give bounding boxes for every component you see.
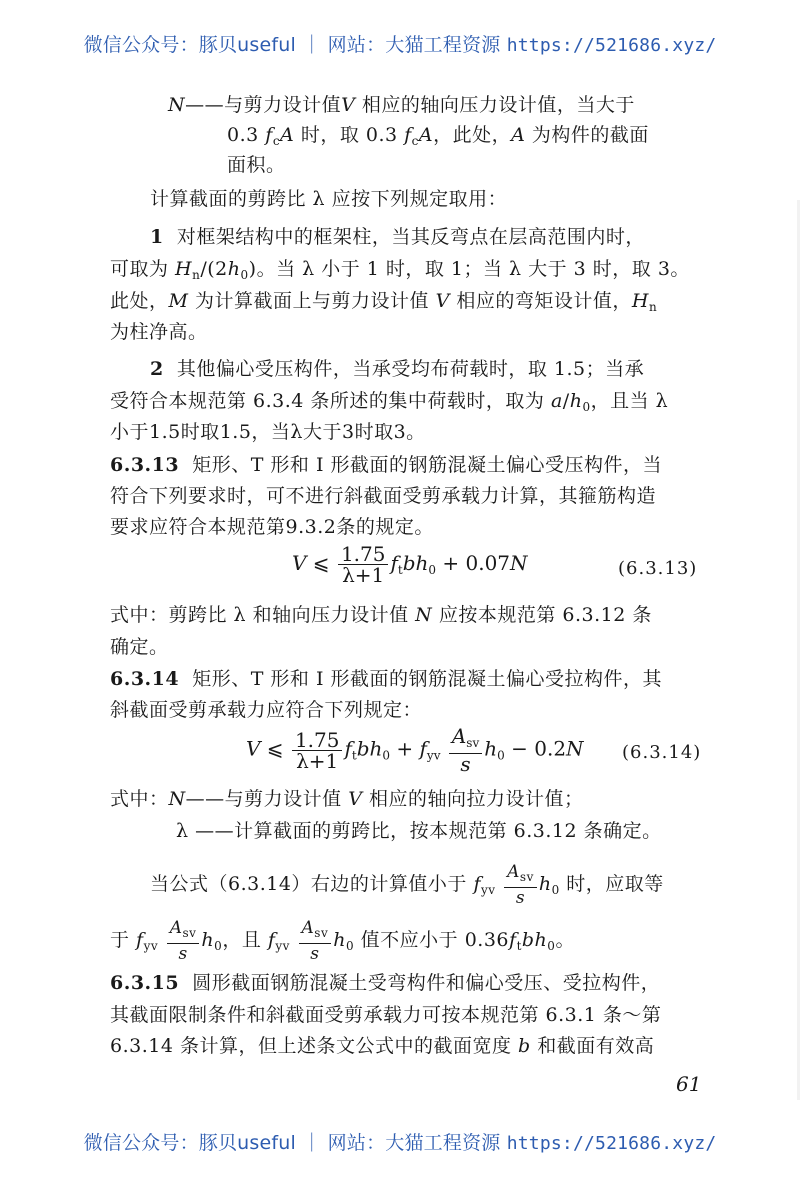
text-line: 其截面限制条件和斜截面受剪承载力可按本规范第 6.3.1 条～第 [110,1004,662,1026]
text-line: 受符合本规范第 6.3.4 条所述的集中荷载时，取为 $a/h_0$，且当 λ [110,390,669,414]
text-line: 斜截面受剪承载力应符合下列规定： [110,699,423,721]
text-line: 为柱净高。 [110,321,208,343]
text-line: 于 $f_{yv}$ $\frac{A_{sv}}{s}$ $h_0$，且 $f_{yv}$ $\frac{A_{sv}}{s}$ $h_0$ 值不应小于 $0.36f_tbh_0$。 [110,918,575,964]
watermark-top [0,30,800,57]
frac-denominator: λ+1 [296,748,339,773]
text-line: 要求应符合本规范第9.3.2条的规定。 [110,516,434,538]
text-line: 式中：N——与剪力设计值 V 相应的轴向拉力设计值； [110,788,584,810]
clause-6-3-14: 6.3.14 矩形、T 形和 I 形截面的钢筋混凝土偏心受拉构件，其 [110,668,663,690]
frac-numerator: 1.75 [292,730,343,751]
watermark-bottom [0,1128,800,1155]
text-line: 1 对框架结构中的框架柱，当其反弯点在层高范围内时， [150,226,645,248]
text-line: 0.3 $f_cA$ 时，取 0.3 $f_cA$，此处，A 为构件的截面 [227,124,649,148]
text-line: λ ——计算截面的剪跨比，按本规范第 6.3.12 条确定。 [176,820,662,842]
text-line: 可取为 $H_n/(2h_0)$。当 λ 小于 1 时，取 1；当 λ 大于 3 时，取 3。 [110,258,690,282]
watermark-text: 微信公众号：豚贝useful ｜ 网站：大猫工程资源 [83,1132,507,1154]
watermark-url[interactable]: https://521686.xyz/ [506,1133,717,1154]
text-line: 符合下列要求时，可不进行斜截面受剪承载力计算，其箍筋构造 [110,485,657,507]
text-line: 当公式（6.3.14）右边的计算值小于 $f_{yv}$ $\frac{A_{sv}}{s}$ $h_0$ 时，应取等 [150,862,664,908]
clause-6-3-15: 6.3.15 圆形截面钢筋混凝土受弯构件和偏心受压、受拉构件， [110,972,661,994]
clause-6-3-13: 6.3.13 矩形、T 形和 I 形截面的钢筋混凝土偏心受压构件，当 [110,454,663,476]
text-line: 式中：剪跨比 λ 和轴向压力设计值 N 应按本规范第 6.3.12 条 [110,604,652,626]
text-line: 小于1.5时取1.5，当λ大于3时取3。 [110,421,426,443]
text-line: N——与剪力设计值V 相应的轴向压力设计值，当大于 [168,94,635,116]
equation-number: (6.3.13) [618,558,698,579]
text-line: 计算截面的剪跨比 λ 应按下列规定取用： [150,188,508,210]
equation-number: (6.3.14) [622,742,702,763]
watermark-text: 微信公众号：豚贝useful ｜ 网站：大猫工程资源 [83,34,507,56]
text-line: 6.3.14 条计算，但上述条文公式中的截面宽度 b 和截面有效高 [110,1035,655,1057]
text-line: 2 其他偏心受压构件，当承受均布荷载时，取 1.5；当承 [150,358,645,380]
equation-6-3-13: V ⩽ $\frac{1.75}{\lambda+1}$ $f_tbh_0 + 0.07N$ [292,542,528,587]
equation-6-3-14: V ⩽ $\frac{1.75}{\lambda+1}$ $f_tbh_0 + f_{yv}$ $\frac{A_{sv}}{s}$ $h_0 - 0.2N$ [246,724,584,776]
frac-denominator: λ+1 [342,563,385,587]
watermark-url[interactable]: https://521686.xyz/ [506,35,717,56]
page-number: 61 [676,1072,702,1096]
text-line: 确定。 [110,636,169,658]
text-line: 面积。 [227,154,286,176]
frac-numerator: 1.75 [338,544,389,565]
text-line: 此处，M 为计算截面上与剪力设计值 V 相应的弯矩设计值，$H_n$ [110,290,658,314]
